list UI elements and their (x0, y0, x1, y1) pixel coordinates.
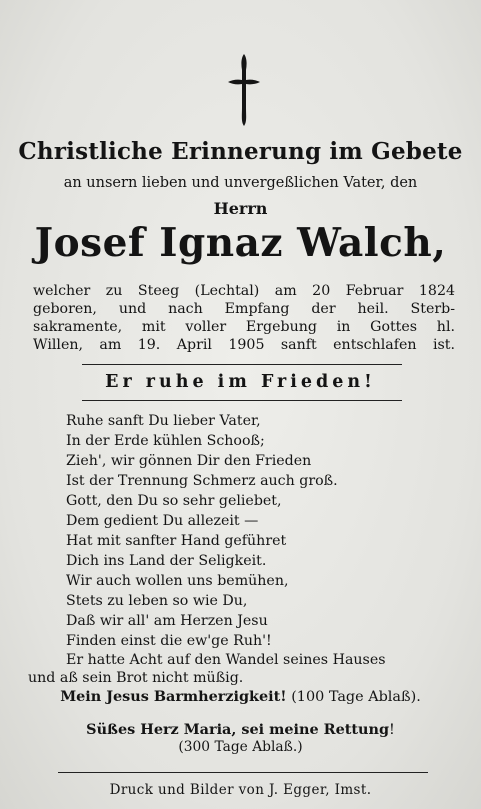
prayer-end: ! (389, 722, 395, 738)
prayer-maria (0, 721, 481, 738)
biography-line: welcher zu Steeg (Lechtal) am 20 Februar 1824 (33, 283, 455, 299)
honorific: Herrn (213, 199, 268, 218)
poem-line: Ruhe sanft Du lieber Vater, (66, 413, 261, 429)
card-subtitle: an unsern lieben und unvergeßlichen Vater, den (63, 175, 418, 191)
biography-line: Willen, am 19. April 1905 sanft entschlafen ist. (33, 337, 455, 353)
prayer-jesus (0, 688, 481, 705)
poem-line: Zieh', wir gönnen Dir den Frieden (66, 453, 312, 469)
poem-line: Dich ins Land der Seligkeit. (66, 553, 267, 569)
biography-line: sakramente, mit voller Ergebung in Gottes hl. (33, 319, 455, 335)
poem-line: Ist der Trennung Schmerz auch groß. (66, 473, 338, 489)
poem-line: In der Erde kühlen Schooß; (66, 433, 265, 449)
deceased-name: Josef Ignaz Walch, (34, 220, 447, 266)
poem-line: Stets zu leben so wie Du, (66, 593, 248, 609)
prayer-text: Süßes Herz Maria, sei meine Rettung (86, 721, 390, 738)
footer-divider (58, 772, 428, 773)
poem-line: Gott, den Du so sehr geliebet, (66, 493, 282, 509)
divider-top (82, 364, 402, 365)
poem-line: Daß wir all' am Herzen Jesu (66, 613, 268, 629)
card-title: Christliche Erinnerung im Gebete (18, 138, 463, 165)
divider-bottom (82, 400, 402, 401)
indulgence-note: (100 Tage Ablaß). (291, 689, 421, 705)
poem-line: Dem gedient Du allezeit — (66, 513, 259, 529)
closing-line: Er hatte Acht auf den Wandel seines Hauses (66, 652, 386, 668)
prayer-text: Mein Jesus Barmherzigkeit! (60, 688, 287, 705)
indulgence-note: (300 Tage Ablaß.) (178, 739, 303, 755)
closing-line: und aß sein Brot nicht müßig. (28, 670, 244, 686)
poem-line: Finden einst die ew'ge Ruh'! (66, 633, 272, 649)
cross-icon (226, 52, 262, 128)
printer-credit: Druck und Bilder von J. Egger, Imst. (109, 782, 372, 798)
poem-line: Wir auch wollen uns bemühen, (66, 573, 289, 589)
poem-line: Hat mit sanfter Hand geführet (66, 533, 287, 549)
biography-line: geboren, und nach Empfang der heil. Sterb- (33, 301, 455, 317)
motto: Er ruhe im Frieden! (105, 372, 376, 392)
